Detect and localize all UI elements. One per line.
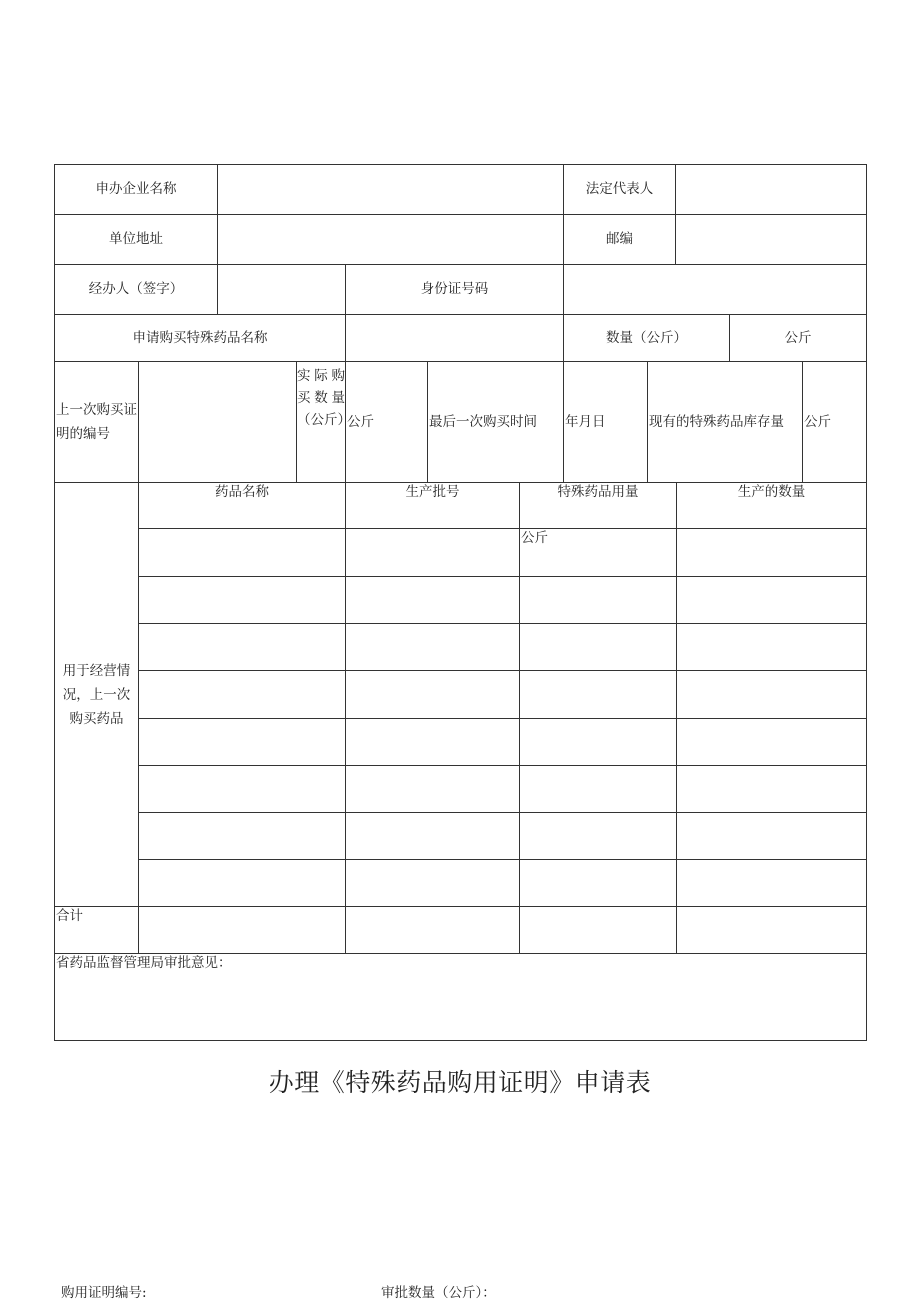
usage-row-1-special-usage[interactable] [519,528,676,576]
usage-row-4-special-usage[interactable] [519,670,676,718]
usage-row-2-batch-number[interactable] [345,576,519,623]
handler-label [54,264,217,314]
address-label-text: 单位地址 [109,231,163,247]
address-label [54,214,217,264]
date-unit: 年月日 [565,413,606,430]
id-number-label-text: 身份证号码 [420,281,489,297]
postcode-label [563,214,675,264]
stock-unit: 公斤 [804,413,831,430]
usage-row-2-special-usage[interactable] [519,576,676,623]
usage-row-7-production-qty[interactable] [676,812,867,859]
actual-qty-unit: 公斤 [347,413,374,430]
usage-row-6-batch-number[interactable] [345,765,519,812]
id-number-label [345,264,563,314]
usage-row-7-drug-name[interactable] [138,812,345,859]
last-time-field[interactable] [563,361,647,482]
approval-label: 省药品监督管理局审批意见： [56,955,232,971]
usage-row-6-drug-name[interactable] [138,765,345,812]
col-header-special-usage [519,482,676,528]
total-batch-number[interactable] [345,906,519,953]
col-header-drug-name-text: 药品名称 [215,484,269,500]
usage-row-8-special-usage[interactable] [519,859,676,906]
stock-field[interactable] [802,361,867,482]
col-header-production-qty-text: 生产的数量 [737,484,806,500]
applicant-company-field[interactable] [217,164,563,214]
postcode-field[interactable] [675,214,867,264]
stock-label [647,361,802,482]
approval-opinion[interactable] [54,953,867,1041]
usage-row-6-special-usage[interactable] [519,765,676,812]
usage-row-3-special-usage[interactable] [519,623,676,670]
application-form-table [54,164,867,1041]
usage-row-7-batch-number[interactable] [345,812,519,859]
actual-qty-field[interactable] [345,361,427,482]
quantity-label-text: 数量（公斤） [606,329,687,346]
approved-qty-label: 审批数量（公斤）： [381,1285,496,1301]
usage-row-4-drug-name[interactable] [138,670,345,718]
id-number-field[interactable] [563,264,867,314]
usage-row-5-drug-name[interactable] [138,718,345,765]
usage-row-5-special-usage[interactable] [519,718,676,765]
col-header-special-usage-text: 特殊药品用量 [557,484,639,500]
actual-qty-label [296,361,351,482]
legal-rep-field[interactable] [675,164,867,214]
total-drug-name[interactable] [138,906,345,953]
usage-row-1-batch-number[interactable] [345,528,519,576]
col-header-drug-name [138,482,345,528]
last-cert-label-text: 上一次购买证明的编号 [56,402,137,442]
total-production-qty[interactable] [676,906,867,953]
col-header-batch-number [345,482,519,528]
drug-name-label [54,314,345,361]
total-special-usage[interactable] [519,906,676,953]
usage-label [54,482,138,906]
document-title: 办理《特殊药品购用证明》申请表 [268,1068,652,1097]
usage-row-7-special-usage[interactable] [519,812,676,859]
postcode-label-text: 邮编 [606,231,633,247]
last-time-label [427,361,563,482]
last-cert-field[interactable] [138,361,296,482]
col-header-batch-number-text: 生产批号 [405,484,460,500]
usage-row-4-production-qty[interactable] [676,670,867,718]
last-time-label-text: 最后一次购买时间 [429,413,537,430]
quantity-unit: 公斤 [784,329,812,346]
usage-row-3-batch-number[interactable] [345,623,519,670]
usage-row-2-production-qty[interactable] [676,576,867,623]
usage-row-3-production-qty[interactable] [676,623,867,670]
handler-signature-field[interactable] [217,264,345,314]
address-field[interactable] [217,214,563,264]
legal-rep-label-text: 法定代表人 [585,181,654,197]
usage-row-5-production-qty[interactable] [676,718,867,765]
applicant-company-label [54,164,217,214]
total-label [54,906,138,953]
usage-row-1-drug-name[interactable] [138,528,345,576]
usage-row-1-production-qty[interactable] [676,528,867,576]
drug-name-field[interactable] [345,314,563,361]
usage-label-text: 用于经营情况，上一次购买药品 [62,662,131,727]
applicant-company-label-text: 申办企业名称 [95,181,177,197]
col-header-production-qty [676,482,867,528]
usage-row-4-batch-number[interactable] [345,670,519,718]
usage-row-5-batch-number[interactable] [345,718,519,765]
actual-qty-label-text: 实际购买数量（公斤） [297,368,351,428]
usage-row-3-drug-name[interactable] [138,623,345,670]
usage-row-8-production-qty[interactable] [676,859,867,906]
quantity-field[interactable] [729,314,867,361]
handler-label-text: 经办人（签字） [88,281,184,297]
quantity-label [563,314,729,361]
usage-row-8-drug-name[interactable] [138,859,345,906]
usage-row-2-drug-name[interactable] [138,576,345,623]
usage-row-8-batch-number[interactable] [345,859,519,906]
drug-name-label-text: 申请购买特殊药品名称 [132,329,268,346]
usage-row-1-unit: 公斤 [521,530,548,546]
stock-label-text: 现有的特殊药品库存量 [649,413,784,430]
last-cert-label [54,361,138,482]
legal-rep-label [563,164,675,214]
usage-row-6-production-qty[interactable] [676,765,867,812]
cert-number-label: 购用证明编号: [61,1285,147,1301]
total-label-text: 合计 [56,908,83,924]
